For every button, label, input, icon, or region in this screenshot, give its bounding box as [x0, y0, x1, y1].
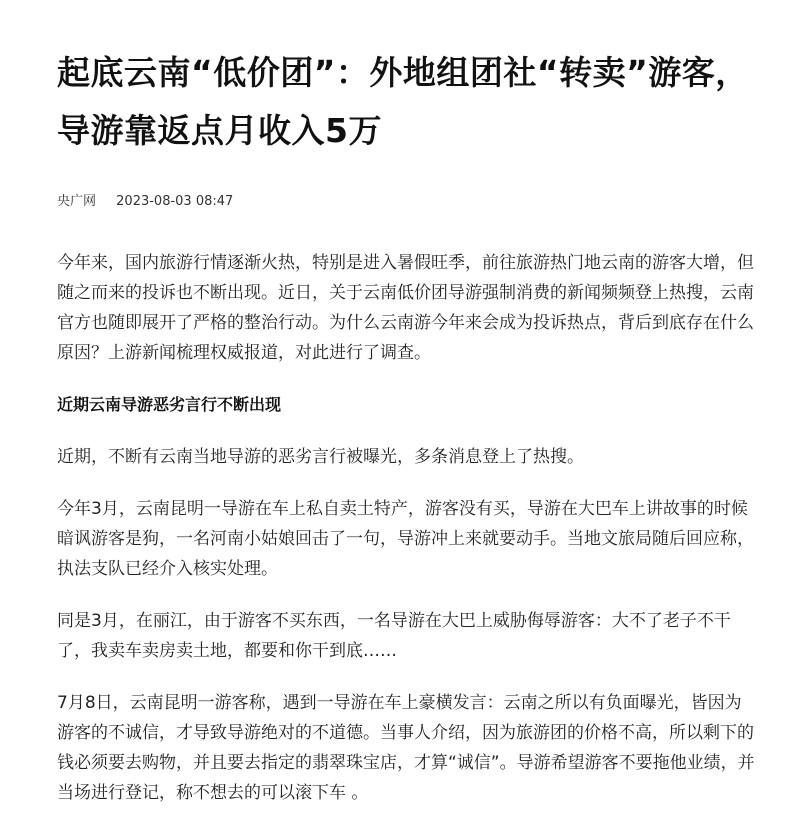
- paragraph: 今年3月，云南昆明一导游在车上私自卖土特产，游客没有买，导游在大巴车上讲故事的时候暗讽游客是狗，一名河南小姑娘回击了一句，导游冲上来就要动手。当地文旅局随后回应称，执法支队已经介入核实处理。: [57, 499, 754, 579]
- article-title: 起底云南“低价团”：外地组团社“转卖”游客，导游靠返点月收入5万: [57, 53, 749, 150]
- section-heading: 近期云南导游恶劣言行不断出现: [57, 395, 282, 414]
- article-meta: [57, 190, 757, 210]
- article-source[interactable]: 央广网: [57, 194, 97, 209]
- article-body: [57, 248, 757, 808]
- paragraph: 今年来，国内旅游行情逐渐火热，特别是进入暑假旺季，前往旅游热门地云南的游客大增，但随之而来的投诉也不断出现。近日，关于云南低价团导游强制消费的新闻频频登上热搜，云南官方也随即展开了严格的整治行动。为什么云南游今年来会成为投诉热点，背后到底存在什么原因？上游新闻梳理权威报道，对此进行了调查。: [57, 253, 754, 363]
- paragraph: 近期，不断有云南当地导游的恶劣言行被曝光，多条消息登上了热搜。: [57, 447, 584, 467]
- left-gutter: [0, 0, 14, 821]
- article-timestamp: 2023-08-03 08:47: [116, 194, 234, 209]
- paragraph: 同是3月，在丽江，由于游客不买东西，一名导游在大巴上威胁侮辱游客：大不了老子不干了，我卖车卖房卖土地，都要和你干到底……: [57, 611, 731, 661]
- article: [57, 44, 757, 830]
- paragraph: 7月8日，云南昆明一游客称，遇到一导游在车上豪横发言：云南之所以有负面曝光，皆因为游客的不诚信，才导致导游绝对的不道德。当事人介绍，因为旅游团的价格不高，所以剩下的钱必须要去购物，并且要去指定的翡翠珠宝店，才算“诚信”。导游希望游客不要拖他业绩，并当场进行登记，称不想去的可以滚下车 。: [57, 693, 755, 803]
